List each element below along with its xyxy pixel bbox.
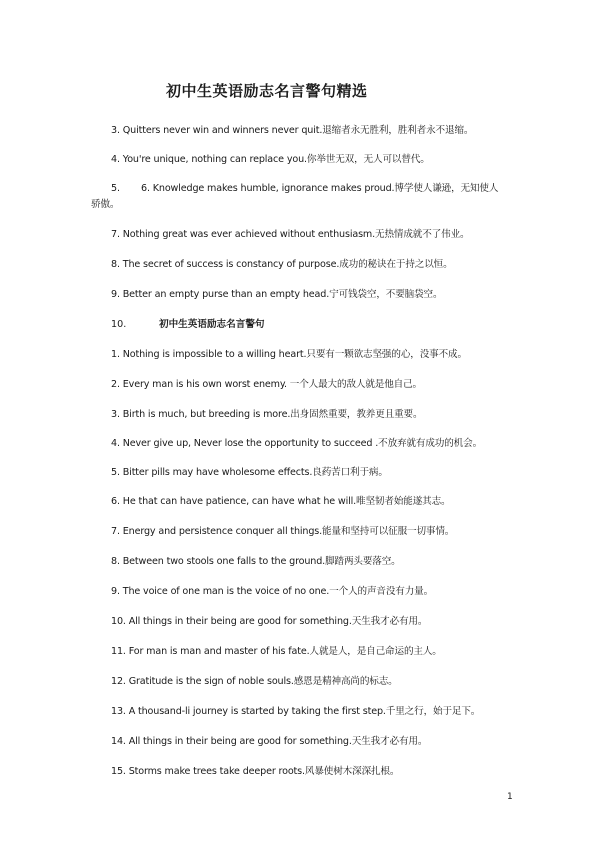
- list-item: 4. Never give up, Never lose the opportunity to succeed .不放弃就有成功的机会。: [111, 438, 483, 449]
- heading-text: 初中生英语励志名言警句: [159, 319, 265, 330]
- list-item: 7. Energy and persistence conquer all things.能量和坚持可以征服一切事情。: [111, 526, 455, 537]
- list-item: 5. Bitter pills may have wholesome effects.良药苦口利于病。: [111, 467, 388, 478]
- list-item: 7. Nothing great was ever achieved without enthusiasm.无热情成就不了伟业。: [111, 229, 470, 240]
- list-item: 15. Storms make trees take deeper roots.风暴使树木深深扎根。: [111, 766, 400, 777]
- page-title: 初中生英语励志名言警句精选: [166, 82, 368, 100]
- page-number: 1: [507, 792, 513, 802]
- list-item: 8. The secret of success is constancy of purpose.成功的秘诀在于持之以恒。: [111, 259, 453, 270]
- list-item: 3. Birth is much, but breeding is more.出身固然重要，教养更且重要。: [111, 409, 423, 420]
- list-item: 2. Every man is his own worst enemy. 一个人最大的敌人就是他自己。: [111, 379, 422, 390]
- list-item: 3. Quitters never win and winners never quit.退缩者永无胜利，胜利者永不退缩。: [111, 125, 474, 136]
- list-item: 9. Better an empty purse than an empty head.宁可钱袋空，不要脑袋空。: [111, 289, 443, 300]
- list-item: 6. He that can have patience, can have what he will.唯坚韧者始能遂其志。: [111, 496, 451, 507]
- list-item: 1. Nothing is impossible to a willing heart.只要有一颗欲志坚强的心，没事不成。: [111, 349, 467, 360]
- list-item: 9. The voice of one man is the voice of no one.一个人的声音没有力量。: [111, 586, 434, 597]
- list-item: 12. Gratitude is the sign of noble souls.感恩是精神高尚的标志。: [111, 676, 398, 687]
- list-item: 4. You're unique, nothing can replace you.你举世无双，无人可以替代。: [111, 154, 430, 165]
- list-item: 8. Between two stools one falls to the ground.脚踏两头要落空。: [111, 556, 401, 567]
- item-number: 5.: [111, 183, 120, 194]
- list-item: 14. All things in their being are good for something.天生我才必有用。: [111, 736, 428, 747]
- list-item: 13. A thousand-li journey is started by taking the first step.千里之行，始于足下。: [111, 706, 481, 717]
- section-heading: [111, 316, 265, 330]
- list-item: 10. All things in their being are good for something.天生我才必有用。: [111, 616, 428, 627]
- list-item: 11. For man is man and master of his fate.人就是人，是自己命运的主人。: [111, 646, 442, 657]
- item-text: 6. Knowledge makes humble, ignorance makes proud.博学使人谦逊，无知使人骄傲。: [91, 183, 499, 210]
- heading-number: 10.: [111, 319, 127, 330]
- list-item: [91, 181, 501, 213]
